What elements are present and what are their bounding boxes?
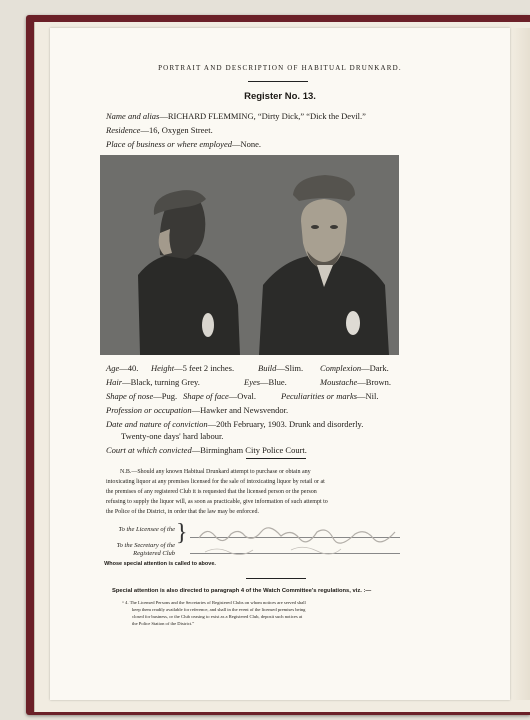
frontal-photograph (249, 155, 399, 355)
register-number: Register No. 13. (244, 91, 316, 102)
residence-line: Residence—16, Oxygen Street. (106, 125, 213, 135)
marks-field: Peculiarities or marks—Nil. (281, 391, 379, 401)
page-edge-shadow (508, 28, 530, 700)
lower-rule (246, 578, 306, 579)
page-heading: PORTRAIT AND DESCRIPTION OF HABITUAL DRUNKARD. (158, 64, 402, 72)
moustache-field: Moustache—Brown. (320, 377, 392, 387)
brace: } (176, 520, 188, 546)
profile-photograph (100, 155, 250, 355)
attention-note: Whose special attention is called to above. (104, 561, 216, 567)
hair-field: Hair—Black, turning Grey. (106, 377, 200, 387)
nb-notice: N.B.—Should any known Habitual Drunkard attempt to purchase or obtain any intoxicating liquor at any premises licensed for the sale of intoxicating liquor by retail or at the premises of any registered Club it is requested that the licensed person or the person refusing to supply the liquor will, as soon as practicable, give information of such attempt to the Police of the District, in order that the law may be enforced. (106, 469, 328, 515)
regulation-paragraph: “ 4. The Licensed Persons and the Secretaries of Registered Clubs on whom notices are served shall keep them readily available for reference, and shall in the event of the licensed premises being closed for business, or the Club ceasing to exist as a Registered Club, deposit such notices at the Police Station of the District.” (122, 600, 306, 626)
handwritten-club-name (195, 518, 405, 558)
business-line: Place of business or where employed—None. (106, 139, 262, 149)
eyes-field: Eyes—Blue. (244, 377, 287, 387)
nose-field: Shape of nose—Pug. (106, 391, 178, 401)
face-field: Shape of face—Oval. (183, 391, 256, 401)
secretary-label: To the Secretary of the Registered Club (116, 542, 175, 557)
age-height-line: Age—40. (106, 363, 139, 373)
special-attention: Special attention is also directed to paragraph 4 of the Watch Committee's regulations, viz. :— (112, 588, 372, 594)
complexion-field: Complexion—Dark. (320, 363, 389, 373)
build-field: Build—Slim. (258, 363, 304, 373)
conviction-field: Date and nature of conviction—20th February, 1903. Drunk and disorderly. (106, 419, 364, 429)
height-field: Height—5 feet 2 inches. (151, 363, 235, 373)
heading-rule (248, 81, 308, 82)
profession-field: Profession or occupation—Hawker and Newsvendor. (106, 405, 289, 415)
conviction-sentence: Twenty-one days' hard labour. (121, 431, 224, 441)
section-rule (246, 458, 306, 459)
court-field: Court at which convicted—Birmingham City Police Court. (106, 445, 307, 455)
name-line: Name and alias—RICHARD FLEMMING, “Dirty Dick,” “Dick the Devil.” (106, 111, 366, 121)
licensee-label: To the Licensee of the (118, 526, 175, 533)
